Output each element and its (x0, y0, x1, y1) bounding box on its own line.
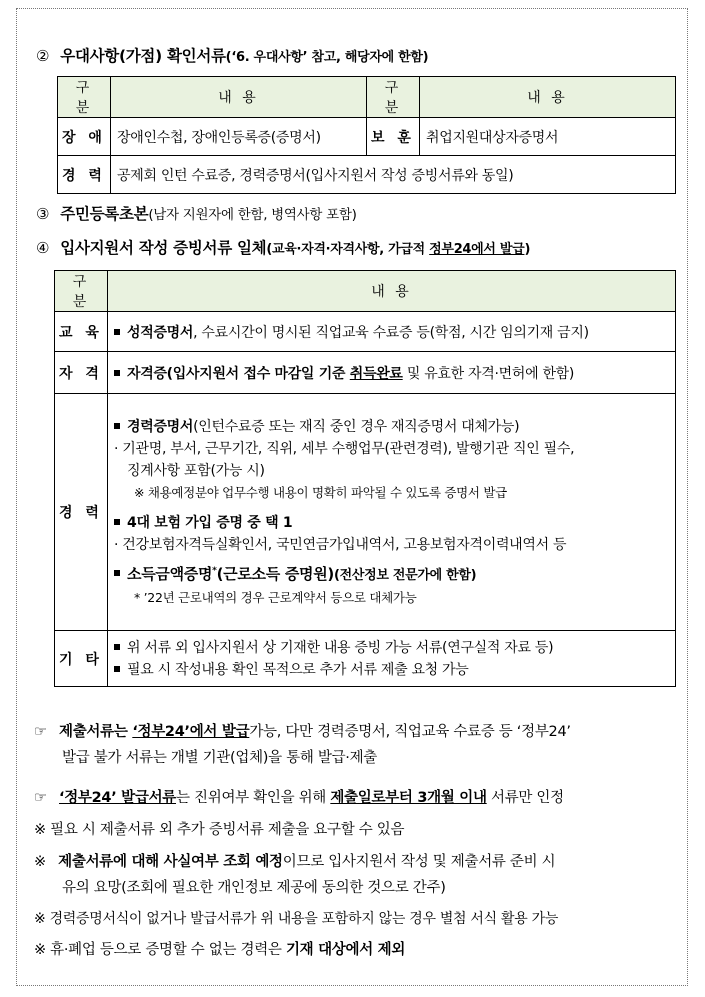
section-number: ④ (36, 239, 50, 257)
cell-other (108, 631, 676, 687)
section-subtitle: (교육·자격·자격사항, 가급적 (266, 242, 430, 257)
header-content: 내 용 (111, 77, 367, 118)
note-bold: 제출서류에 대해 사실여부 조회 예정 (58, 854, 283, 870)
note-4 (34, 850, 555, 871)
cell-career: 공제회 인턴 수료증, 경력증명서(입사지원서 작성 증빙서류와 동일) (111, 156, 676, 194)
section-subtitle-end: ) (524, 242, 531, 257)
preference-table (57, 76, 676, 194)
note-text: 서류만 인정 (486, 790, 564, 806)
note-text: ※ 휴·폐업 등으로 증명할 수 없는 경력은 (34, 942, 286, 958)
evidence-table (54, 270, 676, 687)
cert-underline: 취득완료 (349, 365, 403, 382)
note-bold: 기재 대상에서 제외 (285, 942, 406, 958)
row-label-disability: 장 애 (58, 118, 111, 156)
row-label-veteran: 보 훈 (367, 118, 420, 156)
header-category: 구 분 (367, 77, 420, 118)
section-subtitle: (‘6. 우대사항’ 참고, 해당자에 한함) (225, 50, 429, 65)
career-bold: 경력증명서 (127, 418, 194, 435)
note-bold: 제출서류는 (59, 724, 133, 740)
cell-disability: 장애인수첩, 장애인등록증(증명서) (111, 118, 367, 156)
income-note: * ’22년 근로내역의 경우 근로계약서 등으로 대체가능 (134, 589, 417, 605)
edu-bold: 성적증명서 (127, 324, 194, 341)
career-note: ※ 채용예정분야 업무수행 내용이 명확히 파악될 수 있도록 증명서 발급 (134, 484, 507, 500)
section-subtitle-emphasis: 정부24에서 발급 (429, 242, 525, 257)
insurance-heading: 4대 보험 가입 증명 중 택 1 (127, 514, 293, 531)
pointing-hand-icon: ☞ (34, 790, 47, 806)
header-content: 내 용 (108, 271, 676, 312)
row-label-career: 경 력 (58, 156, 111, 194)
row-label-education: 교 육 (55, 312, 108, 352)
note-underline: ‘정부24’ 발급서류 (59, 790, 177, 806)
header-category: 구 분 (58, 77, 111, 118)
income-sub: (근로소득 증명원) (216, 564, 334, 583)
header-content: 내 용 (420, 77, 676, 118)
cell-career (108, 394, 676, 631)
note-5: ※ 경력증명서식이 없거나 발급서류가 위 내용을 포함하지 않는 경우 별첨 서식 활용 가능 (34, 911, 559, 927)
insurance-detail: · 건강보험자격득실확인서, 국민연금가입내역서, 고용보험자격이력내역서 등 (114, 536, 567, 553)
section-number: ② (36, 47, 50, 65)
note-mark: ※ (34, 854, 46, 870)
note-1-line2: 발급 불가 서류는 개별 기관(업체)을 통해 발급·제출 (62, 750, 378, 766)
section-subtitle: (남자 지원자에 한함, 병역사항 포함) (148, 207, 357, 223)
section-number: ③ (36, 205, 50, 223)
header-category: 구 분 (55, 271, 108, 312)
edu-text: , 수료시간이 명시된 직업교육 수료증 등(학점, 시간 임의기재 금지) (193, 324, 589, 341)
other-item: 위 서류 외 입사지원서 상 기재한 내용 증빙 가능 서류(연구실적 자료 등) (127, 639, 554, 656)
pointing-hand-icon: ☞ (34, 724, 47, 740)
row-label-other: 기 타 (55, 631, 108, 687)
section-title: 우대사항(가점) 확인서류 (60, 47, 226, 65)
career-detail: 징계사항 포함(가능 시) (127, 462, 265, 479)
note-text: 가능, 다만 경력증명서, 직업교육 수료증 등 ‘정부24’ (249, 724, 571, 740)
cell-license (108, 352, 676, 394)
section-3-heading (36, 202, 357, 224)
income-scope: (전산정보 전문가에 한함) (333, 567, 477, 583)
other-item: 필요 시 작성내용 확인 목적으로 추가 서류 제출 요청 가능 (127, 661, 469, 678)
income-heading: 소득금액증명 (127, 564, 213, 583)
income-asterisk: * (212, 565, 217, 576)
note-text: 는 진위여부 확인을 위해 (176, 790, 331, 806)
section-title: 주민등록초본 (60, 205, 149, 223)
note-2 (34, 786, 564, 807)
row-label-license: 자 격 (55, 352, 108, 394)
career-detail: · 기관명, 부서, 근무기간, 직위, 세부 수행업무(관련경력), 발행기관 직인 필수, (114, 440, 575, 457)
note-4-line2: 유의 요망(조회에 필요한 개인정보 제공에 동의한 것으로 간주) (62, 880, 446, 896)
cell-veteran: 취업지원대상자증명서 (420, 118, 676, 156)
row-label-career: 경 력 (55, 394, 108, 631)
note-3: ※ 필요 시 제출서류 외 추가 증빙서류 제출을 요구할 수 있음 (34, 822, 405, 838)
note-underline: 제출일로부터 3개월 이내 (330, 790, 487, 806)
section-title: 입사지원서 작성 증빙서류 일체 (60, 239, 267, 257)
note-underline: ‘정부24’에서 발급 (132, 724, 250, 740)
career-text: (인턴수료증 또는 재직 중인 경우 재직증명서 대체가능) (193, 418, 520, 435)
cell-education (108, 312, 676, 352)
note-6 (34, 938, 405, 959)
cert-text: 및 유효한 자격·면허에 한함) (402, 365, 575, 382)
section-2-heading (36, 44, 428, 66)
section-4-heading (36, 236, 530, 258)
cert-bold: 자격증(입사지원서 접수 마감일 기준 (127, 365, 350, 382)
note-1 (34, 720, 571, 741)
note-text: 이므로 입사지원서 작성 및 제출서류 준비 시 (282, 854, 556, 870)
